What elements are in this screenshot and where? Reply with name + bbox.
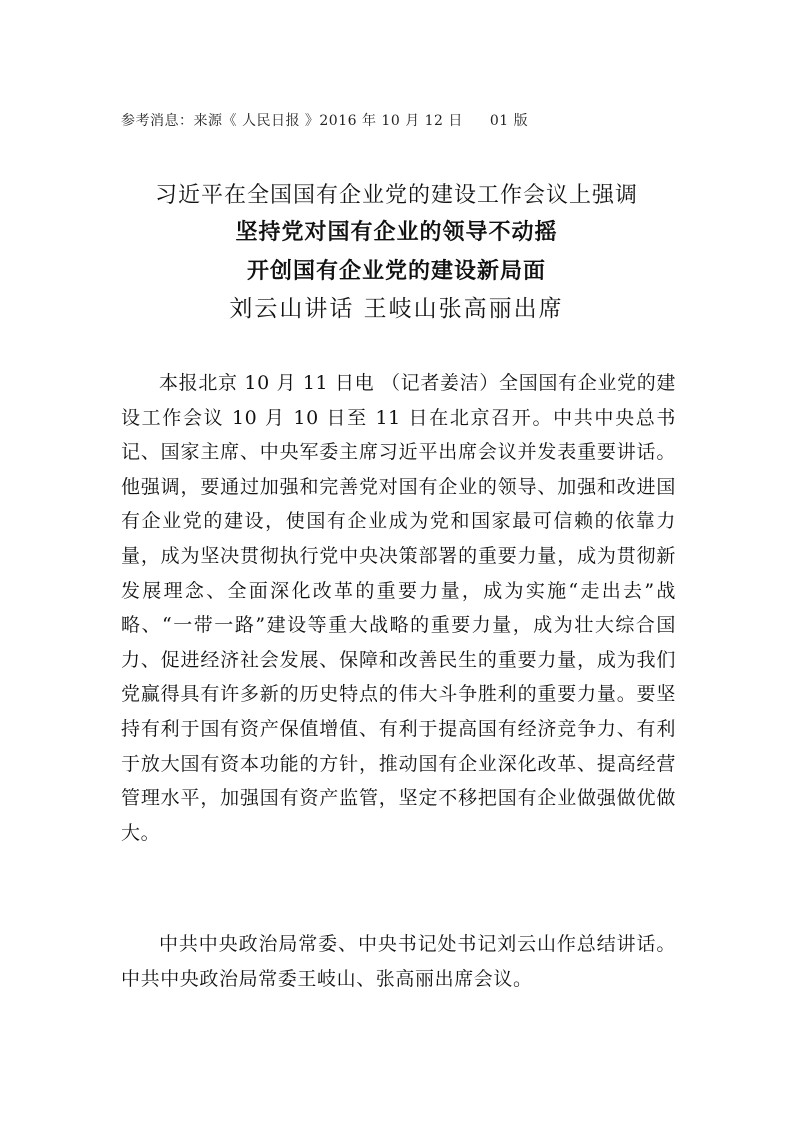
reference-edition: 01 版 bbox=[489, 113, 529, 129]
sub-headline: 刘云山讲话 王岐山张高丽出席 bbox=[229, 296, 564, 322]
main-headline-line-2: 开创国有企业党的建设新局面 bbox=[246, 259, 546, 284]
main-headline-line-1: 坚持党对国有企业的领导不动摇 bbox=[235, 220, 558, 245]
article-paragraph-2: 中共中央政治局常委、中央书记处书记刘云山作总结讲话。中共中央政治局常委王岐山、张高丽出席会议。 bbox=[121, 933, 676, 990]
reference-line bbox=[121, 110, 532, 130]
reference-source: 参考消息：来源《 人民日报 》2016 年 10 月 12 日 bbox=[121, 113, 463, 129]
article-paragraph-1: 本报北京 10 月 11 日电 （记者姜洁）全国国有企业党的建设工作会议 10 月 10 日至 11 日在北京召开。中共中央总书记、国家主席、中央军委主席习近平出席会议并发表重要讲话。他强调，要通过加强和完善党对国有企业的领导、加强和改进国有企业党的建设，使国有企业成为党和国家最可信赖的依靠力量，成为坚决贯彻执行党中央决策部署的重要力量，成为贯彻新发展理念、全面深化改革的重要力量，成为实施“走出去”战略、“一带一路”建设等重大战略的重要力量，成为壮大综合国力、促进经济社会发展、保障和改善民生的重要力量，成为我们党赢得具有许多新的历史特点的伟大斗争胜利的重要力量。要坚持有利于国有资产保值增值、有利于提高国有经济竞争力、有利于放大国有资本功能的方针，推动国有企业深化改革、提高经营管理水平，加强国有资产监管，坚定不移把国有企业做强做优做大。 bbox=[121, 372, 676, 844]
kicker-title: 习近平在全国国有企业党的建设工作会议上强调 bbox=[154, 183, 638, 208]
